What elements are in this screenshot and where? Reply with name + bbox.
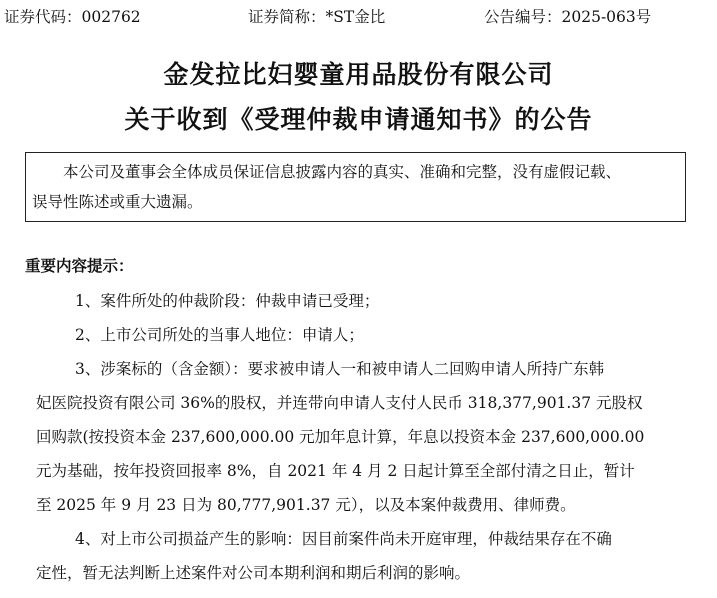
key-point-2: 2、上市公司所处的当事人地位：申请人； <box>75 326 364 344</box>
key-points-heading: 重要内容提示： <box>25 257 134 275</box>
company-name-title: 金发拉比妇婴童用品股份有限公司 <box>163 60 554 89</box>
statement-line-2: 误导性陈述或重大遗漏。 <box>32 193 203 211</box>
statement-line-1: 本公司及董事会全体成员保证信息披露内容的真实、准确和完整，没有虚假记载、 <box>63 163 622 181</box>
announcement-subject-title: 关于收到《受理仲裁申请通知书》的公告 <box>124 105 593 134</box>
key-point-3-line-1: 3、涉案标的（含金额）：要求被申请人一和被申请人二回购申请人所持广东韩 <box>75 360 605 378</box>
board-statement-box <box>25 152 686 222</box>
key-point-4-line-1: 4、对上市公司损益产生的影响：因目前案件尚未开庭审理，仲裁结果存在不确 <box>75 530 612 548</box>
announcement-header <box>0 4 717 30</box>
key-point-3-line-3: 回购款(按投资本金 237,600,000.00 元加年息计算，年息以投资本金 237,600,000.00 <box>36 428 645 446</box>
security-abbreviation: 证券简称：*ST金比 <box>248 8 386 26</box>
announcement-number: 公告编号：2025-063号 <box>484 8 652 26</box>
key-point-4-line-2: 定性，暂无法判断上述案件对公司本期利润和期后利润的影响。 <box>36 564 471 582</box>
key-point-3-line-2: 妃医院投资有限公司 36%的股权，并连带向申请人支付人民币 318,377,901.37 元股权 <box>36 394 643 412</box>
security-code: 证券代码：002762 <box>4 8 141 26</box>
key-point-1: 1、案件所处的仲裁阶段：仲裁申请已受理； <box>75 292 380 310</box>
key-point-3-line-4: 元为基础，按年投资回报率 8%，自 2021 年 4 月 2 日起计算至全部付清之日止，暂计 <box>36 462 635 480</box>
key-point-3-line-5: 至 2025 年 9 月 23 日为 80,777,901.37 元），以及本案仲裁费用、律师费。 <box>36 496 576 514</box>
